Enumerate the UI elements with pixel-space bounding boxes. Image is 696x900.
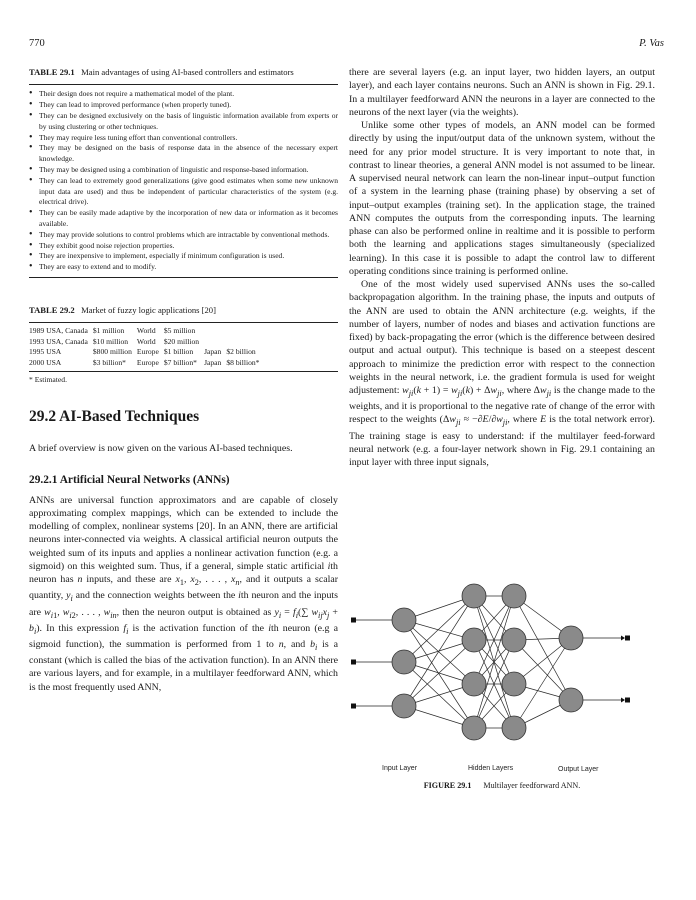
table-cell: $800 million [92,347,132,357]
list-item: • They are easy to extend and to modify. [29,262,338,273]
list-item: • They may be designed using a combination of linguistic and response-based information. [29,165,338,176]
table-row [29,347,264,358]
table-cell: $8 billion* [226,357,260,367]
table-rule-bottom [29,277,338,278]
neuron-node [502,628,526,652]
output-terminal [625,636,630,641]
list-item: • They can be easily made adaptive by the incorporation of new data or information as it becomes available. [29,208,338,230]
table-footnote: * Estimated. [29,375,67,385]
table-row [29,358,264,369]
figure-label: FIGURE 29.1 [423,781,472,790]
neuron-node [392,694,416,718]
neuron-node [502,672,526,696]
figure-caption [349,781,655,790]
input-terminal [351,660,356,665]
table-29-2-caption [29,304,338,316]
table-cell: Europe [136,347,159,357]
list-item: • They are inexpensive to implement, especially if minimum configuration is used. [29,251,338,262]
table-cell: $20 million [163,336,200,346]
neuron-node [462,628,486,652]
neuron-node [462,716,486,740]
body-paragraph: there are several layers (e.g. an input layer, two hidden layers, an output layer), and each layer contains neurons. Such an ANN is shown in Fig. 29.1. In a multilayer feedforward ANN the neurons in a layer are connected to the neurons of the next layer (via the weights). [349,67,655,118]
section-intro: A brief overview is now given on the various AI-based techniques. [29,443,293,455]
table-row [29,337,264,348]
page-number: 770 [29,38,45,49]
subsection-heading: 29.2.1 Artificial Neural Networks (ANNs) [29,473,230,486]
table-cell: World [136,336,156,346]
list-item: • They can be designed exclusively on the basis of linguistic information available from experts or by using clustering or other techniques. [29,111,338,133]
neuron-node [502,716,526,740]
table-cell: Europe [136,357,159,367]
table-29-1-label: TABLE 29.1 [29,67,75,77]
output-arrowhead [621,698,625,703]
table-cell: 2000 USA [29,357,62,367]
table-cell: Japan [204,347,222,357]
table-cell: World [136,326,156,336]
table-cell: $3 billion* [92,357,126,367]
neuron-node [462,672,486,696]
table-cell: $2 billion [226,347,256,357]
table-cell: $1 million [92,326,125,336]
right-column [349,66,655,469]
table-29-2-label: TABLE 29.2 [29,304,75,315]
table-cell: Japan [204,357,222,367]
output-arrowhead [621,636,625,641]
table-cell: $7 billion* [163,357,197,367]
figure-caption-text: Multilayer feedforward ANN. [483,781,581,790]
list-item: • They may require less tuning effort than conventional controllers. [29,133,338,144]
neuron-node [462,584,486,608]
table-cell: $5 million [163,326,196,336]
list-item: • They may be designed on the basis of response data in the absence of the necessary expert knowledge. [29,143,338,165]
table-29-1-title: Main advantages of using AI-based controllers and estimators [81,67,294,77]
left-column [29,66,338,694]
table-cell: $1 billion [163,347,194,357]
neuron-node [559,688,583,712]
table-rule-top [29,322,338,323]
list-item: • They can lead to improved performance (when properly tuned). [29,100,338,111]
table-cell [226,337,264,348]
list-item: • Their design does not require a mathematical model of the plant. [29,89,338,100]
output-layer-label: Output Layer [558,766,599,773]
advantages-list [29,85,338,277]
neuron-node [502,584,526,608]
section-heading: 29.2 AI-Based Techniques [29,408,200,426]
table-cell: 1989 USA, Canada [29,326,88,336]
market-table [29,326,264,368]
list-item: • They can lead to extremely good generalizations (give good estimates when some new unknown input data are used) and thus be independent of particular characteristics of the system (e.g. electrical drive). [29,176,338,208]
input-terminal [351,618,356,623]
running-author: P. Vas [639,38,664,49]
table-row [29,326,264,337]
neuron-node [559,626,583,650]
table-cell: 1993 USA, Canada [29,336,88,346]
hidden-layers-label: Hidden Layers [468,765,514,772]
body-paragraph: Unlike some other types of models, an ANN model can be formed directly by using the input/output data of the unknown system, without the need for any prior model structure. It is very important to note that, in contrast to linear theories, a general ANN model is not assumed to be linear. A supervised neural network can learn the non-linear input–output function of a system in the learning phase (training phase) by observing a set of input–output examples (training set). In the application stage, the trained ANN computes the outputs from the corresponding inputs. The learning phase can also be performed online in realtime and it is possible to perform both the learning and applications stages simultaneously (specialized learning). In this case it is possible to adapt the control law to different operating conditions since training is performed online. [349,120,655,277]
input-layer-label: Input Layer [382,765,418,772]
body-paragraph: ANNs are universal function approximators and are capable of closely approximating complex mappings, which can be extended to include the modelling of complex, nonlinear systems [20]. In an ANN, there are artificial neurons inter-connected via weights. A classical artificial neuron outputs the weighted sum of its inputs and applies a nonlinear activation function (e.g. a sigmoid) on this weighted sum. Thus, if a general, simple static artificial ith neuron has n inputs, and these are $x_1$, $x_2$, . . . , $x_n$, and it outputs a scalar quantity, $y_i$ and the connection weights between the ith neuron and the inputs are $w_{i1}$, $w_{i2}$, . . . , $w_{in}$, then the neuron output is obtained as $y_i = f_i(\sum$ $w_{ij}x_j + b_i$). In this expression $f_i$ is the activation function of the ith neuron (e.g a sigmoid function), the summation is performed from 1 to n, and $b_i$ is a constant (which is called the bias of the activation function). In an ANN there are various layers, and for example, in a multilayer feedforward ANN, which is the most frequently used ANN, [29,494,339,693]
table-cell: 1995 USA [29,347,62,357]
body-paragraph: One of the most widely used supervised ANNs uses the so-called backpropagation algorithm. In the training phase, the inputs and outputs of the ANN are used to obtain the ANN architecture (e.g. weights, if the number of layers, number of nodes and biases and activation functions are fixed) by back-propagating the error (which is the difference between desired output and actual output). This technique is based on a steepest descent approach to minimize the prediction error with respect to the connection weights in the neural network, i.e. the gradient formula is used for weight adjustement: $w_{ji}(k + 1) = w_{ji}(k) + \Delta w_{ji}$, where $\Delta w_{ji}$ is the change made to the weights, and it is proportional to the negative rate of change of the error with respect to the weights ($\Delta w_{ji} \approx -\partial E/\partial w_{ji}$, where E is the total network error). The training stage is easy to understand: if the multilayer feed-forward neural network (e.g. a four-layer network shown in Fig. 29.1 containing an input layer with three input signals, [349,279,656,469]
table-cell [226,326,264,337]
table-cell [204,326,226,337]
connection-line [404,640,474,706]
table-29-2-title: Market of fuzzy logic applications [20] [81,304,216,315]
neuron-node [392,650,416,674]
table-cell [204,337,226,348]
neuron-nodes [392,584,583,740]
connection-lines [404,596,571,728]
output-terminal [625,698,630,703]
input-terminal [351,704,356,709]
neuron-node [392,608,416,632]
table-cell: $10 million [92,336,129,346]
list-item: • They may provide solutions to control problems which are intractable by conventional methods. [29,230,338,241]
ann-diagram [341,578,661,793]
table-29-1-caption [29,66,338,78]
list-item: • They exhibit good noise rejection properties. [29,241,338,252]
table-rule-bottom [29,371,338,372]
